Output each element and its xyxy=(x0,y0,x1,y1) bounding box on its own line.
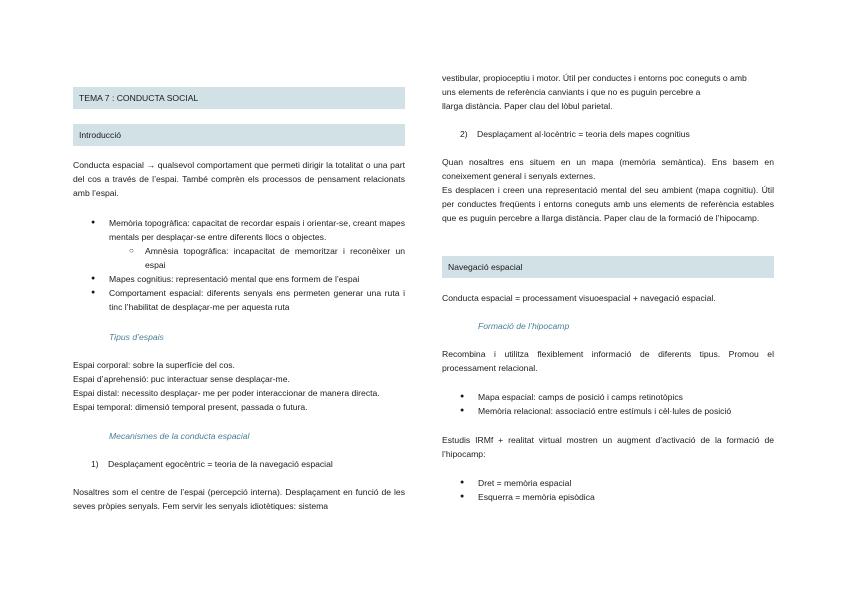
continuation-line: uns elements de referència canviants i que no es puguin percebre a xyxy=(442,87,701,97)
item-number: 1) xyxy=(91,459,99,469)
nav-paragraph: Conducta espacial = processament visuoespacial + navegació espacial. xyxy=(442,293,716,303)
intro-heading-band xyxy=(73,124,405,146)
tipus-line: Espai temporal: dimensió temporal present, passada o futura. xyxy=(73,402,308,412)
tipus-line: Espai distal: necessito desplaçar- me per poder interaccionar de manera directa. xyxy=(73,388,380,398)
continuation-line: llarga distància. Paper clau del lòbul parietal. xyxy=(442,101,613,111)
page-title: TEMA 7 : CONDUCTA SOCIAL xyxy=(79,93,199,103)
bullet-dret xyxy=(442,476,774,490)
allocentric-paragraph-2: Es desplacen i creen una representació mental del seu ambient (mapa cognitiu). Útil per conductes freqüents i entorns coneguts amb uns elements de referència estables que es puguin percebre a llarga distància. Paper clau de la formació de l’hipocamp. xyxy=(442,185,774,223)
bullet-text: Memòria relacional: associació entre estímuls i cèl·lules de posició xyxy=(478,406,732,416)
egocentric-paragraph: Nosaltres som el centre de l’espai (percepció interna). Desplaçament en funció de les seves pròpies senyals. Fem servir les senyals idiotètiques: sistema xyxy=(73,487,405,511)
continuation-line: vestibular, propioceptiu i motor. Útil per conductes i entorns poc coneguts o amb xyxy=(442,73,747,83)
tipus-heading: Tipus d’espais xyxy=(109,332,164,342)
bullet-text: Mapa espacial: camps de posició i camps retinotòpics xyxy=(478,392,683,402)
memory-list xyxy=(73,216,405,314)
numbered-item-2 xyxy=(442,127,774,141)
bullet-text: Memòria topogràfica: capacitat de recordar espais i orientar-se, creant mapes mentals per desplaçar-se entre diferents llocs o objectes. xyxy=(109,218,405,242)
bullet-text: Esquerra = memòria episòdica xyxy=(478,492,595,502)
continuation-lines xyxy=(442,71,774,113)
bullet-memoria-relacional xyxy=(442,404,774,418)
tipus-list xyxy=(73,358,405,414)
numbered-item-1 xyxy=(73,457,405,471)
bullet-memoria-topografica xyxy=(73,216,405,272)
hipocamp-paragraph: Recombina i utilitza flexiblement informació de diferents tipus. Promou el processament relacional. xyxy=(442,349,774,373)
hipocamp-heading: Formació de l’hipocamp xyxy=(478,321,570,331)
bullet-mapa-espacial xyxy=(442,390,774,404)
item-text: Desplaçament egocèntric = teoria de la navegació espacial xyxy=(108,459,333,469)
bullet-esquerra xyxy=(442,490,774,504)
sub-bullet-text: Amnèsia topogràfica: incapacitat de memoritzar i reconèixer un espai xyxy=(145,246,405,270)
allocentric-paragraph: Quan nosaltres ens situem en un mapa (memòria semàntica). Ens basem en coneixement general i senyals externes. xyxy=(442,157,774,181)
intro-paragraph: Conducta espacial → qualsevol comportament que permeti dirigir la totalitat o una part del cos a través de l’espai. També comprèn els processos de pensament relacionats amb l’espai. xyxy=(73,160,405,198)
item-text: Desplaçament al·locèntric = teoria dels mapes cognitius xyxy=(477,129,690,139)
title-band xyxy=(73,87,405,109)
irmf-list xyxy=(442,476,774,504)
intro-heading: Introducció xyxy=(79,130,122,140)
bullet-comportament-espacial xyxy=(73,286,405,314)
bullet-text: Mapes cognitius: representació mental que ens formem de l’espai xyxy=(109,274,360,284)
bullet-text: Dret = memòria espacial xyxy=(478,478,572,488)
nav-heading: Navegació espacial xyxy=(448,262,523,272)
nav-heading-band xyxy=(442,256,774,278)
bullet-text: Comportament espacial: diferents senyals ens permeten generar una ruta i tinc l’habilitat de desplaçar-me per aquesta ruta xyxy=(109,288,405,312)
tipus-line: Espai corporal: sobre la superfície del cos. xyxy=(73,360,235,370)
irmf-paragraph: Estudis IRMf + realitat virtual mostren un augment d’activació de la formació de l’hipocamp: xyxy=(442,435,774,459)
hipocamp-list xyxy=(442,390,774,418)
item-number: 2) xyxy=(460,129,468,139)
tipus-line: Espai d’aprehensió: puc interactuar sense desplaçar-me. xyxy=(73,374,290,384)
sub-bullet-amnesia xyxy=(73,244,405,272)
bullet-mapes-cognitius xyxy=(73,272,405,286)
mecanismes-heading: Mecanismes de la conducta espacial xyxy=(109,431,250,441)
